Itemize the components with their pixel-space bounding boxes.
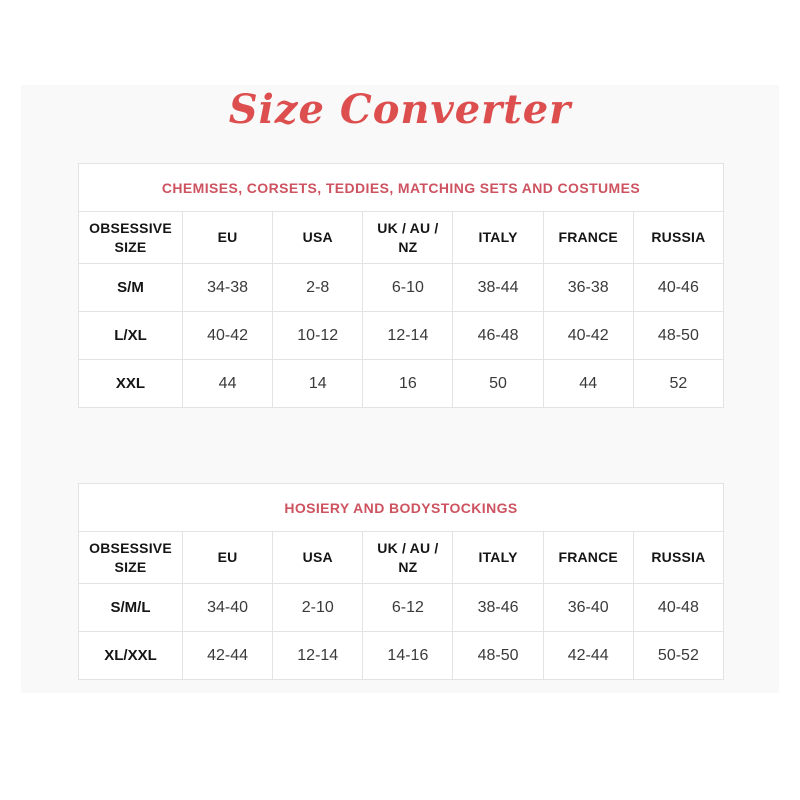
value-cell: 34-40	[183, 584, 273, 632]
size-table-hosiery	[78, 483, 724, 680]
value-cell: 34-38	[183, 264, 273, 312]
value-cell: 48-50	[633, 312, 723, 360]
column-header-size: OBSESSIVE SIZE	[79, 212, 183, 264]
value-cell: 2-8	[273, 264, 363, 312]
size-cell: XL/XXL	[79, 632, 183, 680]
size-table-chemises	[78, 163, 724, 408]
value-cell: 38-46	[453, 584, 543, 632]
size-cell: XXL	[79, 360, 183, 408]
value-cell: 50	[453, 360, 543, 408]
table-row	[79, 312, 724, 360]
column-header-eu: EU	[183, 212, 273, 264]
column-header-russia: RUSSIA	[633, 532, 723, 584]
table-row	[79, 264, 724, 312]
column-header-france: FRANCE	[543, 212, 633, 264]
column-header-usa: USA	[273, 532, 363, 584]
value-cell: 38-44	[453, 264, 543, 312]
value-cell: 42-44	[183, 632, 273, 680]
column-header-france: FRANCE	[543, 532, 633, 584]
value-cell: 44	[183, 360, 273, 408]
caption-row	[79, 164, 724, 212]
size-cell: S/M/L	[79, 584, 183, 632]
column-header-italy: ITALY	[453, 212, 543, 264]
value-cell: 16	[363, 360, 453, 408]
value-cell: 12-14	[273, 632, 363, 680]
column-header-russia: RUSSIA	[633, 212, 723, 264]
table-caption: HOSIERY AND BODYSTOCKINGS	[79, 484, 724, 532]
value-cell: 14	[273, 360, 363, 408]
header-row	[79, 532, 724, 584]
column-header-uk-au-nz: UK / AU / NZ	[363, 212, 453, 264]
value-cell: 50-52	[633, 632, 723, 680]
table-row	[79, 584, 724, 632]
table-caption: CHEMISES, CORSETS, TEDDIES, MATCHING SETS AND COSTUMES	[79, 164, 724, 212]
value-cell: 12-14	[363, 312, 453, 360]
value-cell: 40-48	[633, 584, 723, 632]
table-row	[79, 360, 724, 408]
value-cell: 6-10	[363, 264, 453, 312]
value-cell: 10-12	[273, 312, 363, 360]
column-header-uk-au-nz: UK / AU / NZ	[363, 532, 453, 584]
value-cell: 42-44	[543, 632, 633, 680]
value-cell: 46-48	[453, 312, 543, 360]
value-cell: 36-40	[543, 584, 633, 632]
size-cell: S/M	[79, 264, 183, 312]
value-cell: 36-38	[543, 264, 633, 312]
table-row	[79, 632, 724, 680]
value-cell: 44	[543, 360, 633, 408]
size-cell: L/XL	[79, 312, 183, 360]
value-cell: 2-10	[273, 584, 363, 632]
header-row	[79, 212, 724, 264]
caption-row	[79, 484, 724, 532]
value-cell: 48-50	[453, 632, 543, 680]
value-cell: 52	[633, 360, 723, 408]
value-cell: 40-42	[543, 312, 633, 360]
page-title: Size Converter	[228, 86, 572, 133]
value-cell: 40-46	[633, 264, 723, 312]
column-header-size: OBSESSIVE SIZE	[79, 532, 183, 584]
value-cell: 14-16	[363, 632, 453, 680]
value-cell: 40-42	[183, 312, 273, 360]
column-header-italy: ITALY	[453, 532, 543, 584]
value-cell: 6-12	[363, 584, 453, 632]
column-header-eu: EU	[183, 532, 273, 584]
column-header-usa: USA	[273, 212, 363, 264]
